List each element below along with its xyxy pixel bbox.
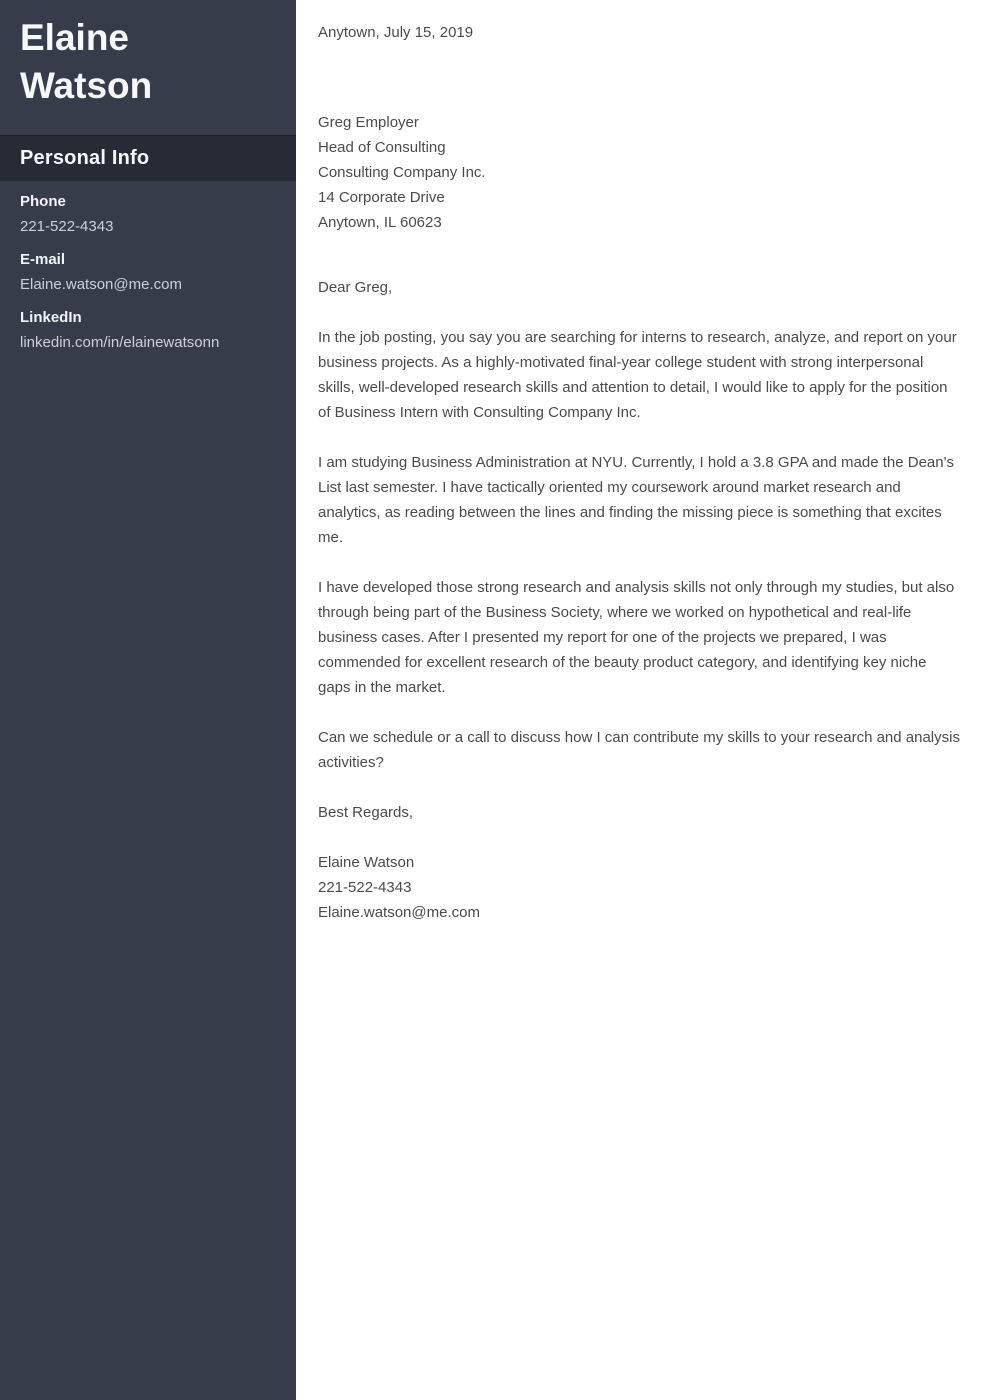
name-block	[0, 0, 296, 135]
person-first-name: Elaine	[20, 17, 129, 58]
recipient-street: 14 Corporate Drive	[318, 189, 445, 206]
contact-item-email	[20, 247, 276, 297]
contact-item-linkedin	[20, 305, 276, 355]
paragraph-intro: In the job posting, you say you are searching for interns to research, analyze, and report on your business projects. As a highly-motivated final-year college student with strong interpersonal skills, well-developed research skills and attention to detail, I would like to apply for the position of Business Intern with Consulting Company Inc.	[318, 329, 957, 421]
signature-block	[318, 850, 963, 925]
closing-line: Best Regards,	[318, 804, 414, 821]
sidebar	[0, 0, 296, 1400]
linkedin-value: linkedin.com/in/elainewatsonn	[20, 334, 220, 351]
recipient-block	[318, 110, 963, 235]
email-value: Elaine.watson@me.com	[20, 276, 182, 293]
personal-info-section-header	[0, 135, 296, 182]
linkedin-label: LinkedIn	[20, 309, 82, 326]
paragraph-experience: I have developed those strong research and analysis skills not only through my studies, but also through being part of the Business Society, where we worked on hypothetical and real-life business cases. After I presented my report for one of the projects we prepared, I was commended for excellent research of the beauty product category, and identifying key niche gaps in the market.	[318, 579, 955, 696]
paragraph-education: I am studying Business Administration at NYU. Currently, I hold a 3.8 GPA and made the Dean's List last semester. I have tactically oriented my coursework around market research and analytics, as reading between the lines and finding the missing piece is something that excites me.	[318, 454, 954, 546]
date-line: Anytown, July 15, 2019	[318, 24, 474, 41]
contact-list	[0, 182, 296, 355]
person-name	[20, 14, 276, 110]
phone-label: Phone	[20, 193, 66, 210]
recipient-company: Consulting Company Inc.	[318, 164, 486, 181]
recipient-city: Anytown, IL 60623	[318, 214, 442, 231]
letter-content	[296, 0, 990, 1400]
signature-email: Elaine.watson@me.com	[318, 904, 480, 921]
person-last-name: Watson	[20, 65, 153, 106]
paragraph-call-to-action: Can we schedule or a call to discuss how I can contribute my skills to your research and analysis activities?	[318, 729, 960, 771]
personal-info-title: Personal Info	[20, 147, 150, 169]
signature-phone: 221-522-4343	[318, 879, 412, 896]
phone-value: 221-522-4343	[20, 218, 114, 235]
salutation: Dear Greg,	[318, 279, 393, 296]
contact-item-phone	[20, 189, 276, 239]
recipient-name: Greg Employer	[318, 114, 419, 131]
recipient-title: Head of Consulting	[318, 139, 446, 156]
signature-name: Elaine Watson	[318, 854, 415, 871]
email-label: E-mail	[20, 251, 66, 268]
